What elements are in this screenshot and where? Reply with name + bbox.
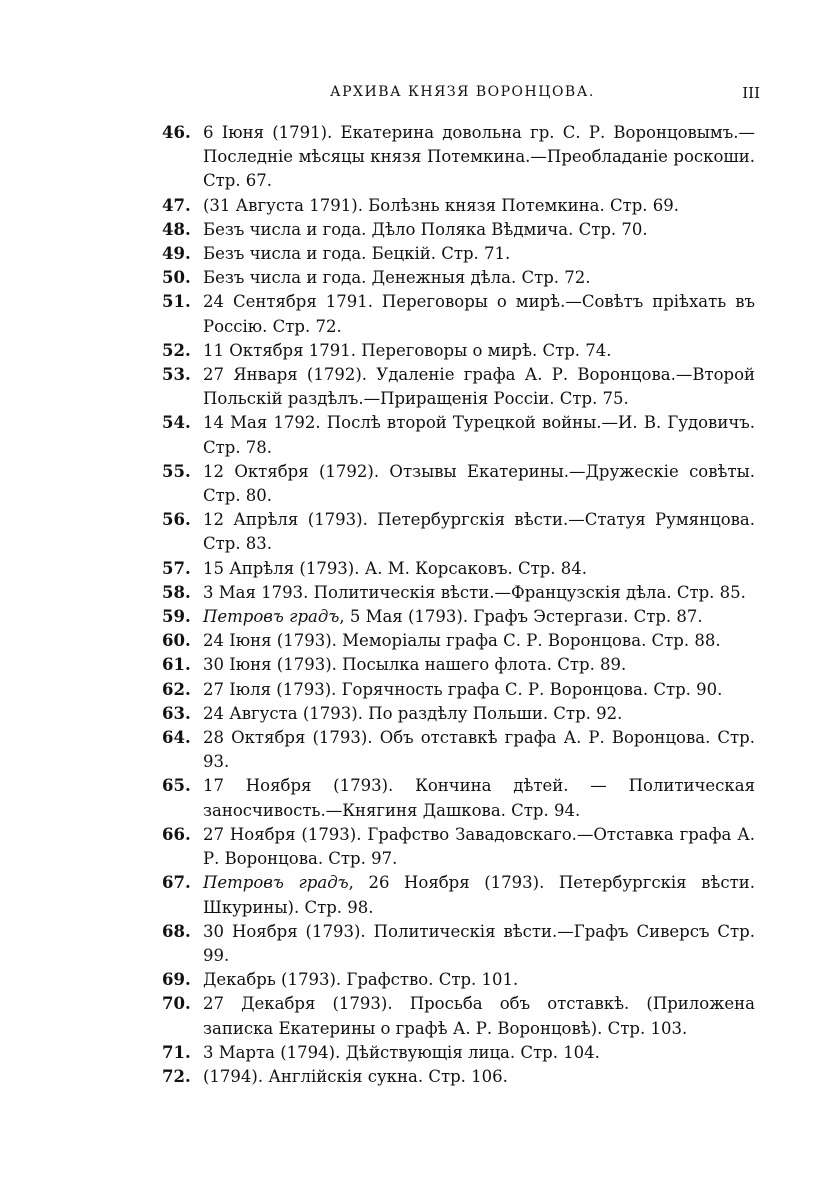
entry-text: 3 Марта (1794). Дѣйствующія лица. Стр. 104. bbox=[203, 1042, 600, 1062]
entry-number: 70. bbox=[162, 994, 191, 1014]
entry-number: 49. bbox=[162, 244, 191, 264]
list-item bbox=[160, 290, 755, 338]
entry-number: 58. bbox=[162, 582, 191, 602]
running-title: АРХИВА КНЯЗЯ ВОРОНЦОВА. bbox=[330, 84, 595, 100]
list-item bbox=[160, 629, 755, 653]
list-item bbox=[160, 871, 755, 919]
entry-text: 17 Ноября (1793). Кончина дѣтей. — Политическая заносчивость.—Княгиня Дашкова. Стр. 94. bbox=[203, 776, 755, 820]
list-item bbox=[160, 460, 755, 508]
entry-number: 64. bbox=[162, 728, 191, 748]
entry-text: 12 Апрѣля (1793). Петербургскія вѣсти.—Статуя Румянцова. Стр. 83. bbox=[203, 510, 755, 554]
list-item bbox=[160, 920, 755, 968]
entry-number: 46. bbox=[162, 123, 191, 142]
entry-number: 48. bbox=[162, 219, 191, 239]
entry-text: 27 Іюля (1793). Горячность графа С. Р. Воронцова. Стр. 90. bbox=[203, 679, 723, 699]
list-item bbox=[160, 726, 755, 774]
list-item bbox=[160, 339, 755, 363]
list-item bbox=[160, 653, 755, 677]
list-item bbox=[160, 581, 755, 605]
list-item bbox=[160, 702, 755, 726]
entry-place: Петровъ градъ bbox=[203, 607, 340, 627]
entry-number: 50. bbox=[162, 268, 191, 288]
entry-number: 56. bbox=[162, 510, 191, 530]
contents-list bbox=[160, 121, 755, 1089]
entry-text: , 26 Ноября (1793). Петербургскія вѣсти. Шкурины). Стр. 98. bbox=[203, 873, 755, 917]
list-item bbox=[160, 121, 755, 194]
entry-text: 12 Октября (1792). Отзывы Екатерины.—Дружескіе совѣты. Стр. 80. bbox=[203, 461, 755, 506]
list-item bbox=[160, 411, 755, 459]
list-item bbox=[160, 557, 755, 581]
entry-number: 47. bbox=[162, 195, 191, 215]
entry-text: 24 Августа (1793). По раздѣлу Польши. Стр. 92. bbox=[203, 703, 623, 723]
entry-text: 11 Октября 1791. Переговоры о мирѣ. Стр. 74. bbox=[203, 340, 612, 360]
list-item bbox=[160, 266, 755, 290]
list-item bbox=[160, 508, 755, 556]
entry-text: Безъ числа и года. Бецкій. Стр. 71. bbox=[203, 244, 511, 264]
entry-text: 14 Мая 1792. Послѣ второй Турецкой войны.—И. В. Гудовичъ. Стр. 78. bbox=[203, 413, 755, 457]
entry-text: 30 Ноября (1793). Политическія вѣсти.—Графъ Сиверсъ Стр. 99. bbox=[203, 921, 755, 965]
entry-number: 69. bbox=[162, 970, 191, 990]
entry-text: Безъ числа и года. Дѣло Поляка Вѣдмича. Стр. 70. bbox=[203, 219, 648, 239]
entry-number: 57. bbox=[162, 558, 191, 578]
list-item bbox=[160, 774, 755, 822]
entry-number: 68. bbox=[162, 921, 191, 941]
entry-number: 71. bbox=[162, 1042, 191, 1062]
entry-text: 28 Октября (1793). Объ отставкѣ графа А. Р. Воронцова. Стр. 93. bbox=[203, 728, 755, 772]
entry-text: 3 Мая 1793. Политическія вѣсти.—Французскія дѣла. Стр. 85. bbox=[203, 582, 746, 602]
entry-number: 59. bbox=[162, 607, 191, 627]
list-item bbox=[160, 363, 755, 411]
entry-place: Петровъ градъ bbox=[203, 873, 349, 893]
entry-number: 72. bbox=[162, 1066, 191, 1086]
list-item bbox=[160, 1041, 755, 1065]
entry-number: 66. bbox=[162, 824, 191, 844]
list-item bbox=[160, 218, 755, 242]
page-header bbox=[160, 84, 760, 108]
list-item bbox=[160, 605, 755, 629]
entry-text: , 5 Мая (1793). Графъ Эстергази. Стр. 87. bbox=[339, 607, 703, 627]
list-item bbox=[160, 194, 755, 218]
entry-text: 24 Сентября 1791. Переговоры о мирѣ.—Совѣтъ пріѣхать въ Россію. Стр. 72. bbox=[203, 292, 755, 336]
entry-text: 27 Ноября (1793). Графство Завадовскаго.—Отставка графа А. Р. Воронцова. Стр. 97. bbox=[203, 824, 755, 869]
page-number: III bbox=[742, 84, 760, 102]
entry-number: 61. bbox=[162, 655, 191, 675]
entry-number: 63. bbox=[162, 703, 191, 723]
entry-text: (1794). Англійскія сукна. Стр. 106. bbox=[203, 1066, 508, 1086]
entry-number: 60. bbox=[162, 631, 191, 651]
list-item bbox=[160, 992, 755, 1040]
entry-text: Безъ числа и года. Денежныя дѣла. Стр. 72. bbox=[203, 268, 591, 288]
list-item bbox=[160, 678, 755, 702]
list-item bbox=[160, 968, 755, 992]
entry-text: 15 Апрѣля (1793). А. М. Корсаковъ. Стр. 84. bbox=[203, 558, 588, 578]
entry-text: 24 Іюня (1793). Меморіалы графа С. Р. Воронцова. Стр. 88. bbox=[203, 631, 721, 651]
list-item bbox=[160, 823, 755, 871]
entry-number: 52. bbox=[162, 340, 191, 360]
list-item bbox=[160, 242, 755, 266]
entry-number: 67. bbox=[162, 873, 191, 893]
entry-number: 55. bbox=[162, 461, 191, 481]
list-item bbox=[160, 1065, 755, 1089]
entry-number: 51. bbox=[162, 292, 191, 312]
entry-text: 30 Іюня (1793). Посылка нашего флота. Стр. 89. bbox=[203, 655, 627, 675]
entry-text: Декабрь (1793). Графство. Стр. 101. bbox=[203, 970, 519, 990]
entry-number: 62. bbox=[162, 679, 191, 699]
entry-text: 27 Декабря (1793). Просьба объ отставкѣ. (Приложена записка Екатерины о графѣ А. Р. Воронцовѣ). Стр. 103. bbox=[203, 994, 755, 1038]
entry-number: 65. bbox=[162, 776, 191, 796]
entry-number: 53. bbox=[162, 365, 191, 385]
entry-number: 54. bbox=[162, 413, 191, 433]
entry-text: 27 Января (1792). Удаленіе графа А. Р. Воронцова.—Второй Польскій раздѣлъ.—Приращенія Россіи. Стр. 75. bbox=[203, 365, 755, 409]
entry-text: (31 Августа 1791). Болѣзнь князя Потемкина. Стр. 69. bbox=[203, 195, 680, 215]
entry-text: 6 Іюня (1791). Екатерина довольна гр. С. Р. Воронцовымъ.— Последніе мѣсяцы князя Потемкина.—Преобладаніе роскоши. Стр. 67. bbox=[203, 123, 755, 191]
